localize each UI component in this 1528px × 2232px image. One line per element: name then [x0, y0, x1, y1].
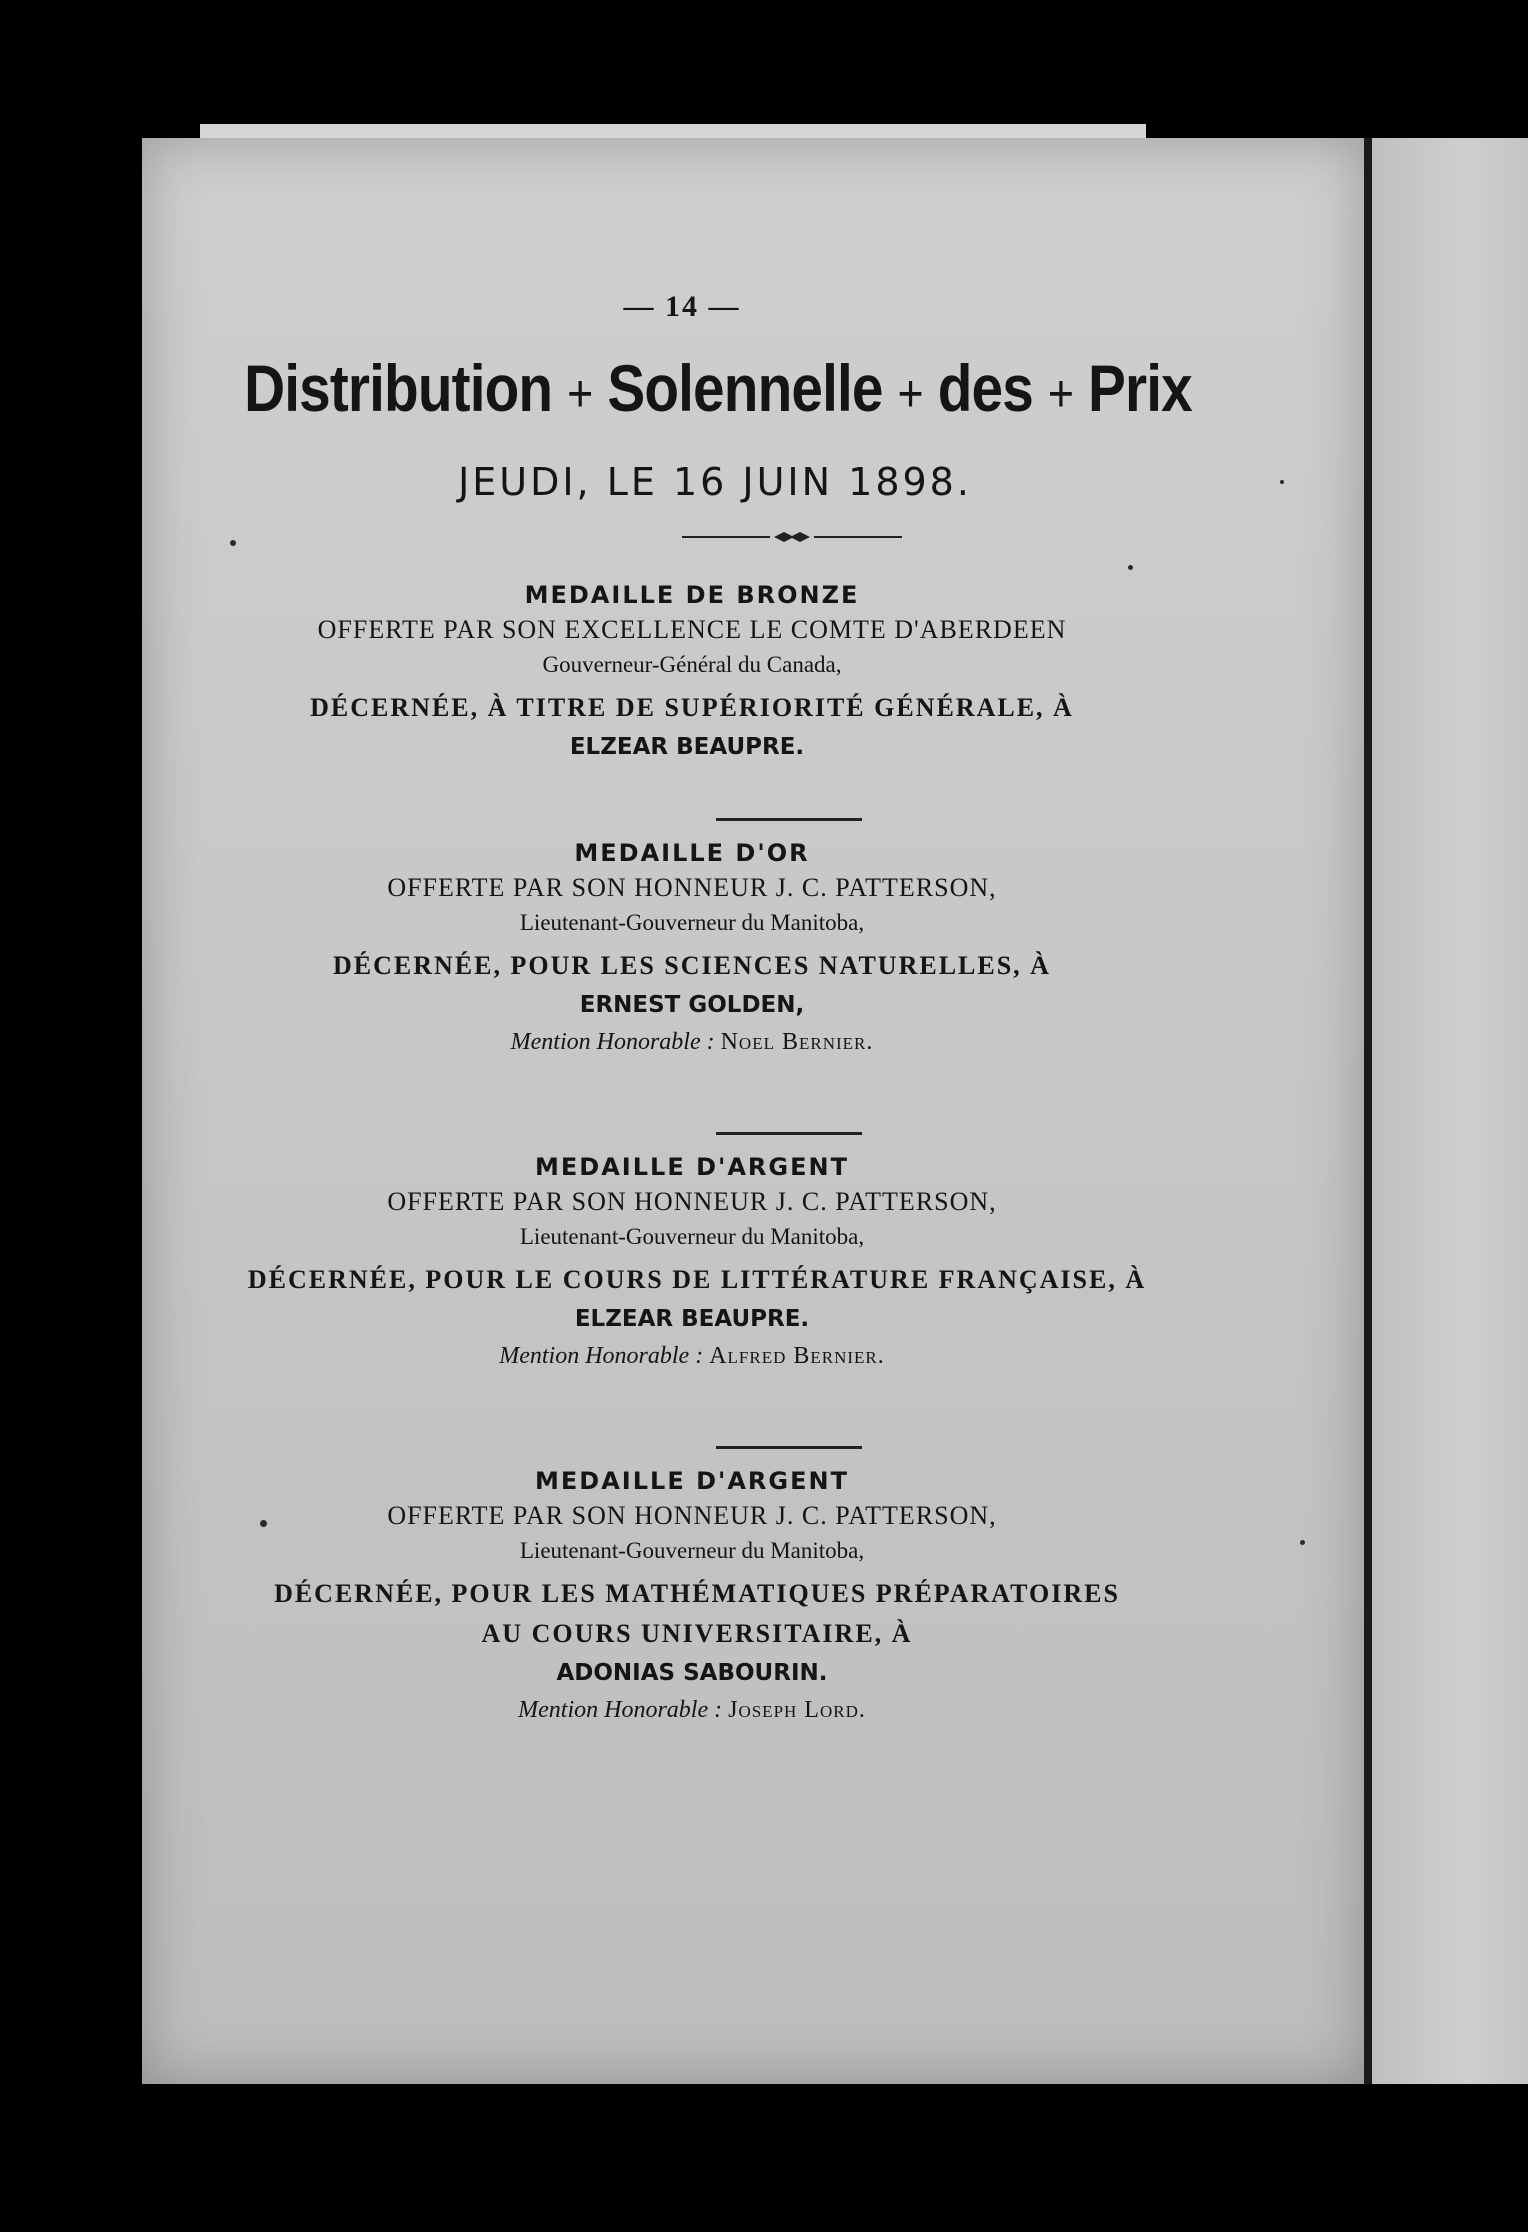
scan-speck — [1128, 565, 1133, 570]
section-divider — [716, 818, 862, 821]
ceremony-date: JEUDI, LE 16 JUIN 1898. — [458, 460, 972, 504]
title-word: des — [937, 351, 1033, 425]
scan-speck — [230, 540, 236, 546]
medal-title: MEDAILLE D'ARGENT — [535, 1153, 849, 1181]
page-paper — [142, 138, 1364, 2084]
office-title: Gouverneur-Général du Canada, — [542, 652, 842, 677]
mention-label: Mention Honorable : — [518, 1697, 723, 1723]
mention-name: Noel Bernier. — [720, 1029, 874, 1055]
scan-speck — [1300, 1540, 1305, 1545]
title-separator: + — [897, 365, 923, 423]
award-section — [142, 578, 1364, 766]
recipient-name: ADONIAS SABOURIN. — [556, 1660, 828, 1686]
main-title — [223, 350, 1214, 426]
title-word: Distribution — [244, 351, 553, 425]
mention-name: Joseph Lord. — [728, 1697, 866, 1723]
facing-page-edge — [1372, 138, 1528, 2084]
offered-by: OFFERTE PAR SON HONNEUR J. C. PATTERSON, — [387, 1501, 997, 1530]
section-divider — [716, 1132, 862, 1135]
section-divider — [716, 1446, 862, 1449]
offered-by: OFFERTE PAR SON HONNEUR J. C. PATTERSON, — [387, 873, 997, 902]
award-section — [142, 1464, 1364, 1728]
title-word: Prix — [1088, 351, 1192, 425]
office-title: Lieutenant-Gouverneur du Manitoba, — [519, 910, 865, 935]
awarded-for: DÉCERNÉE, À TITRE DE SUPÉRIORITÉ GÉNÉRALE, À — [310, 693, 1074, 722]
title-separator: + — [567, 365, 593, 423]
award-section — [142, 836, 1364, 1060]
title-separator: + — [1047, 365, 1074, 423]
recipient-name: ERNEST GOLDEN, — [579, 992, 805, 1018]
awarded-for-continued: AU COURS UNIVERSITAIRE, À — [481, 1619, 913, 1648]
medal-title: MEDAILLE D'ARGENT — [535, 1467, 849, 1495]
title-word: Solennelle — [607, 351, 883, 425]
mention-label: Mention Honorable : — [510, 1029, 715, 1055]
recipient-name: ELZEAR BEAUPRE. — [569, 734, 805, 760]
medal-title: MEDAILLE DE BRONZE — [524, 581, 860, 609]
recipient-name: ELZEAR BEAUPRE. — [574, 1306, 810, 1332]
awarded-for: DÉCERNÉE, POUR LE COURS DE LITTÉRATURE FRANÇAISE, À — [247, 1265, 1147, 1294]
page-number: — 14 — — [623, 290, 741, 323]
honorable-mention — [142, 1024, 1242, 1060]
scan-speck — [1280, 480, 1284, 484]
medal-title: MEDAILLE D'OR — [574, 839, 810, 867]
awarded-for: DÉCERNÉE, POUR LES SCIENCES NATURELLES, À — [333, 951, 1051, 980]
award-section — [142, 1150, 1364, 1374]
awarded-for: DÉCERNÉE, POUR LES MATHÉMATIQUES PRÉPARATOIRES — [274, 1579, 1120, 1608]
honorable-mention — [142, 1338, 1242, 1374]
office-title: Lieutenant-Gouverneur du Manitoba, — [519, 1538, 865, 1563]
scan-speck — [260, 1520, 267, 1527]
ornament-divider — [682, 530, 902, 544]
honorable-mention — [142, 1692, 1242, 1728]
offered-by: OFFERTE PAR SON HONNEUR J. C. PATTERSON, — [387, 1187, 997, 1216]
mention-name: Alfred Bernier. — [709, 1343, 885, 1369]
offered-by: OFFERTE PAR SON EXCELLENCE LE COMTE D'ABERDEEN — [317, 615, 1067, 644]
office-title: Lieutenant-Gouverneur du Manitoba, — [519, 1224, 865, 1249]
mention-label: Mention Honorable : — [499, 1343, 704, 1369]
